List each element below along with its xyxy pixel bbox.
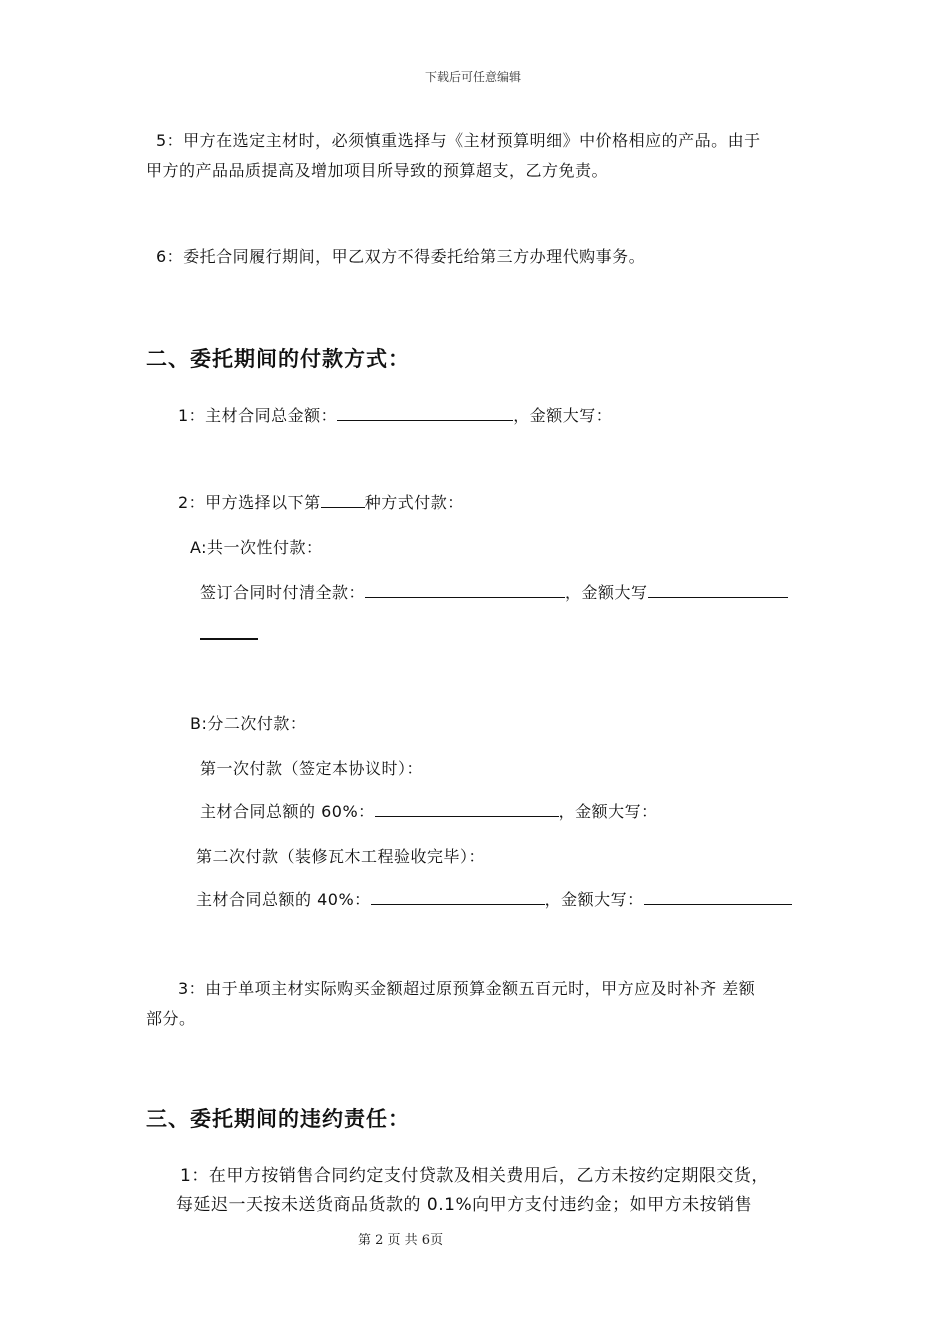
first-payment-line <box>200 799 658 822</box>
option-a-suffix: ，金额大写 <box>565 583 648 602</box>
first-payment-title: 第一次付款（签定本协议时）： <box>200 759 424 778</box>
item-2-suffix: 种方式付款： <box>364 493 464 512</box>
item-2-label: 2：甲方选择以下第 <box>178 493 321 512</box>
section-3-item-1-line-2: 每延迟一天按未送货商品货款的 0.1%向甲方支付违约金；如甲方未按销售 <box>176 1195 753 1215</box>
section-2-item-3-line-2: 部分。 <box>146 1009 196 1028</box>
second-payment-suffix: ，金额大写： <box>544 890 644 909</box>
total-amount-blank[interactable] <box>337 404 513 421</box>
option-a-line <box>200 580 788 603</box>
second-payment-words-blank[interactable] <box>644 888 792 905</box>
second-payment-blank[interactable] <box>371 888 545 905</box>
item-5-line-1: 5：甲方在选定主材时，必须慎重选择与《主材预算明细》中价格相应的产品。由于 <box>156 131 761 150</box>
section-2-title: 二、委托期间的付款方式： <box>146 347 410 371</box>
option-a-title: A:共一次性付款： <box>190 538 323 557</box>
second-payment-label: 主材合同总额的 40%： <box>196 890 371 909</box>
second-payment-title: 第二次付款（装修瓦木工程验收完毕）： <box>196 847 486 866</box>
page-header-note: 下载后可任意编辑 <box>425 70 522 84</box>
section-2-item-2 <box>178 490 464 513</box>
full-payment-words-blank[interactable] <box>648 581 788 598</box>
second-payment-line <box>196 887 792 910</box>
item-6: 6：委托合同履行期间，甲乙双方不得委托给第三方办理代购事务。 <box>156 247 646 266</box>
full-payment-blank[interactable] <box>365 581 565 598</box>
section-2-item-3-line-1: 3：由于单项主材实际购买金额超过原预算金额五百元时，甲方应及时补齐 差额 <box>178 979 756 998</box>
first-payment-label: 主材合同总额的 60%： <box>200 802 375 821</box>
item-5-line-2: 甲方的产品品质提高及增加项目所导致的预算超支，乙方免责。 <box>146 161 609 180</box>
page-footer: 第 2 页 共 6页 <box>358 1233 444 1248</box>
first-payment-suffix: ，金额大写： <box>558 802 658 821</box>
item-1-suffix: ，金额大写： <box>513 406 613 425</box>
option-number-blank[interactable] <box>321 491 365 508</box>
section-3-item-1-line-1: 1：在甲方按销售合同约定支付贷款及相关费用后，乙方未按约定期限交货， <box>180 1166 769 1186</box>
first-payment-blank[interactable] <box>375 800 559 817</box>
option-a-label: 签订合同时付清全款： <box>200 583 366 602</box>
option-b-title: B:分二次付款： <box>190 714 307 733</box>
section-3-title: 三、委托期间的违约责任： <box>146 1107 410 1131</box>
item-1-label: 1：主材合同总金额： <box>178 406 338 425</box>
section-2-item-1 <box>178 403 612 426</box>
option-a-continued-blank[interactable] <box>200 622 258 640</box>
